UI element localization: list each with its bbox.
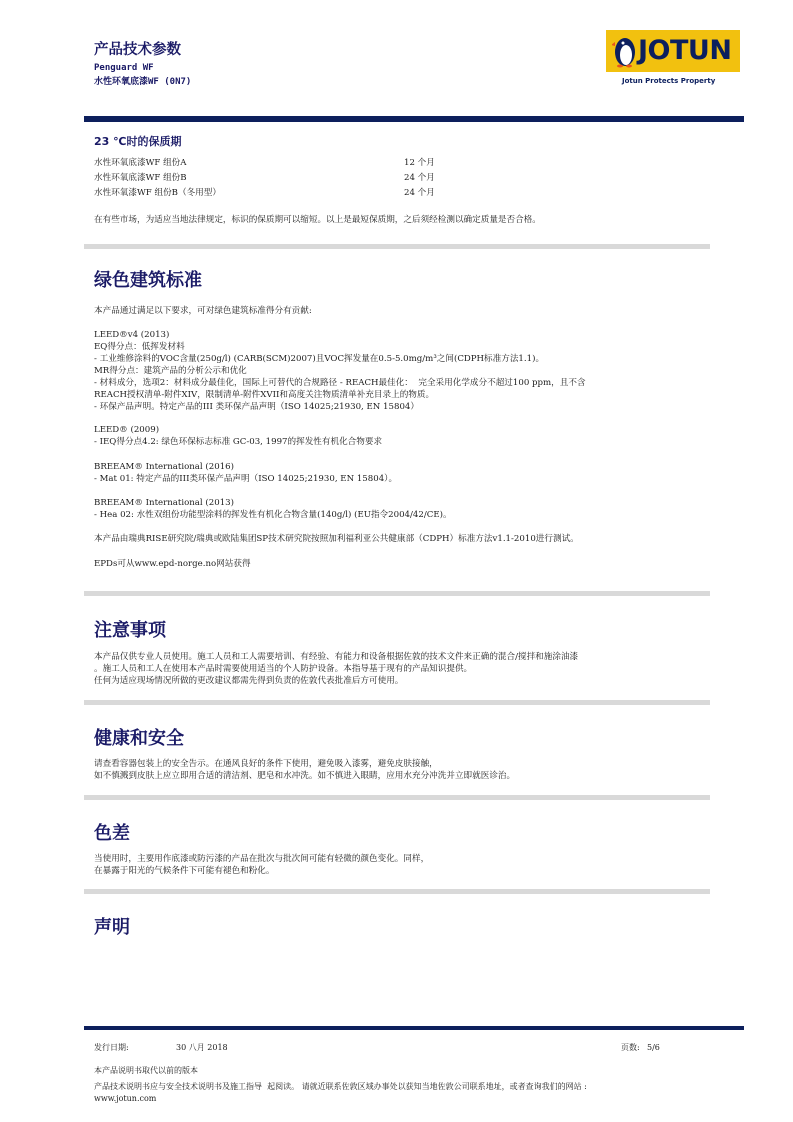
penguin-icon (612, 34, 638, 68)
green-building-title: 绿色建筑标准 (94, 270, 202, 291)
leed-2009-heading: LEED® (2009) (94, 425, 160, 435)
section-divider (84, 700, 710, 705)
breeam-2016-line: - Mat 01: 特定产品的III类环保产品声明（ISO 14025;21930, EN 15804）。 (94, 474, 398, 484)
document-title: 产品技术参数 (94, 42, 181, 58)
health-line: 如不慎溅到皮肤上应立即用合适的清洁剂、肥皂和水冲洗。如不慎进入眼睛，应用水充分冲洗并立即就医诊治。 (94, 771, 516, 781)
color-line: 当使用时，主要用作底漆或防污漆的产品在批次与批次间可能有轻微的颜色变化。同样， (94, 854, 430, 864)
issue-date-label: 发行日期: (94, 1043, 129, 1052)
shelf-life-item: 水性环氧漆WF 组份B（冬用型） (94, 188, 221, 198)
disclaimer-title: 声明 (94, 917, 130, 938)
section-divider (84, 591, 710, 596)
breeam-2016-heading: BREEAM® International (2016) (94, 462, 234, 472)
green-intro: 本产品通过满足以下要求，可对绿色建筑标准得分有贡献: (94, 306, 312, 316)
header-rule (84, 116, 744, 122)
leed-v4-line: MR得分点：建筑产品的分析公示和优化 (94, 366, 247, 376)
section-divider (84, 889, 710, 894)
page-label: 页数: (621, 1043, 640, 1052)
leed-v4-line: EQ得分点：低挥发材料 (94, 342, 185, 352)
color-title: 色差 (94, 823, 130, 844)
health-title: 健康和安全 (94, 728, 184, 749)
brand-wordmark: JOTUN (638, 35, 732, 66)
page-number: 5/6 (647, 1043, 660, 1052)
shelf-life-value: 12 个月 (404, 158, 435, 168)
color-line: 在暴露于阳光的气候条件下可能有褪色和粉化。 (94, 866, 275, 876)
caution-line: 。施工人员和工人在使用本产品时需要使用适当的个人防护设备。本指导基于现有的产品知识提供。 (94, 664, 473, 674)
leed-v4-line: - 材料成分，选项2：材料成分最佳化，国际上可替代的合规路径 - REACH最佳化： 完全采用化学成分不超过100 ppm，且不含 (94, 378, 586, 388)
footer-note: 产品技术说明书应与安全技术说明书及施工指导 起阅读。 请就近联系佐敦区域办事处以获知当地佐敦公司联系地址，或者查询我们的网站 : (94, 1082, 587, 1091)
supersede-note: 本产品说明书取代以前的版本 (94, 1066, 198, 1075)
section-divider (84, 244, 710, 249)
issue-date: 30 八月 2018 (176, 1043, 228, 1052)
shelf-life-value: 24 个月 (404, 173, 435, 183)
leed-v4-line: REACH授权清单-附件XIV，限制清单-附件XVII和高度关注物质清单补充目录上的物质。 (94, 390, 435, 400)
section-divider (84, 795, 710, 800)
product-name: Penguard WF (94, 63, 154, 73)
product-subname: 水性环氧底漆WF (0N7) (94, 77, 192, 87)
caution-line: 本产品仅供专业人员使用。施工人员和工人需要培训、有经验、有能力和设备根据佐敦的技术文件来正确的混合/搅拌和施涂油漆 (94, 652, 579, 662)
caution-title: 注意事项 (94, 620, 166, 641)
shelf-life-note: 在有些市场，为适应当地法律规定，标识的保质期可以缩短。以上是最短保质期，之后须经检测以确定质量是否合格。 (94, 215, 541, 225)
shelf-life-item: 水性环氧底漆WF 组份A (94, 158, 187, 168)
leed-v4-line: - 工业维修涂料的VOC含量(250g/l) (CARB(SCM)2007)且VOC挥发量在0.5-5.0mg/m³之间(CDPH标准方法1.1)。 (94, 354, 545, 364)
website-link[interactable]: www.jotun.com (94, 1094, 157, 1103)
shelf-life-title: 23 ℃时的保质期 (94, 135, 182, 148)
epd-note: EPDs可从www.epd-norge.no网站获得 (94, 559, 251, 569)
leed-2009-line: - IEQ得分点4.2: 绿色环保标志标准 GC-03, 1997的挥发性有机化合物要求 (94, 437, 383, 447)
leed-v4-heading: LEED®v4 (2013) (94, 330, 170, 340)
leed-v4-line: - 环保产品声明。特定产品的III 类环保产品声明（ISO 14025;21930, EN 15804） (94, 402, 419, 412)
test-note: 本产品由瑞典RISE研究院/瑞典或欧陆集团SP技术研究院按照加利福利亚公共健康部（CDPH）标准方法v1.1-2010进行测试。 (94, 534, 579, 544)
caution-line: 任何为适应现场情况所做的更改建议都需先得到负责的佐敦代表批准后方可使用。 (94, 676, 404, 686)
jotun-logo (606, 30, 740, 72)
shelf-life-value: 24 个月 (404, 188, 435, 198)
breeam-2013-heading: BREEAM® International (2013) (94, 498, 234, 508)
health-line: 请查看容器包装上的安全告示。在通风良好的条件下使用，避免吸入漆雾，避免皮肤接触， (94, 759, 438, 769)
brand-tagline: Jotun Protects Property (622, 77, 716, 85)
breeam-2013-line: - Hea 02: 水性双组份功能型涂料的挥发性有机化合物含量(140g/l) (EU指令2004/42/CE)。 (94, 510, 452, 520)
shelf-life-item: 水性环氧底漆WF 组份B (94, 173, 187, 183)
footer-rule (84, 1026, 744, 1030)
